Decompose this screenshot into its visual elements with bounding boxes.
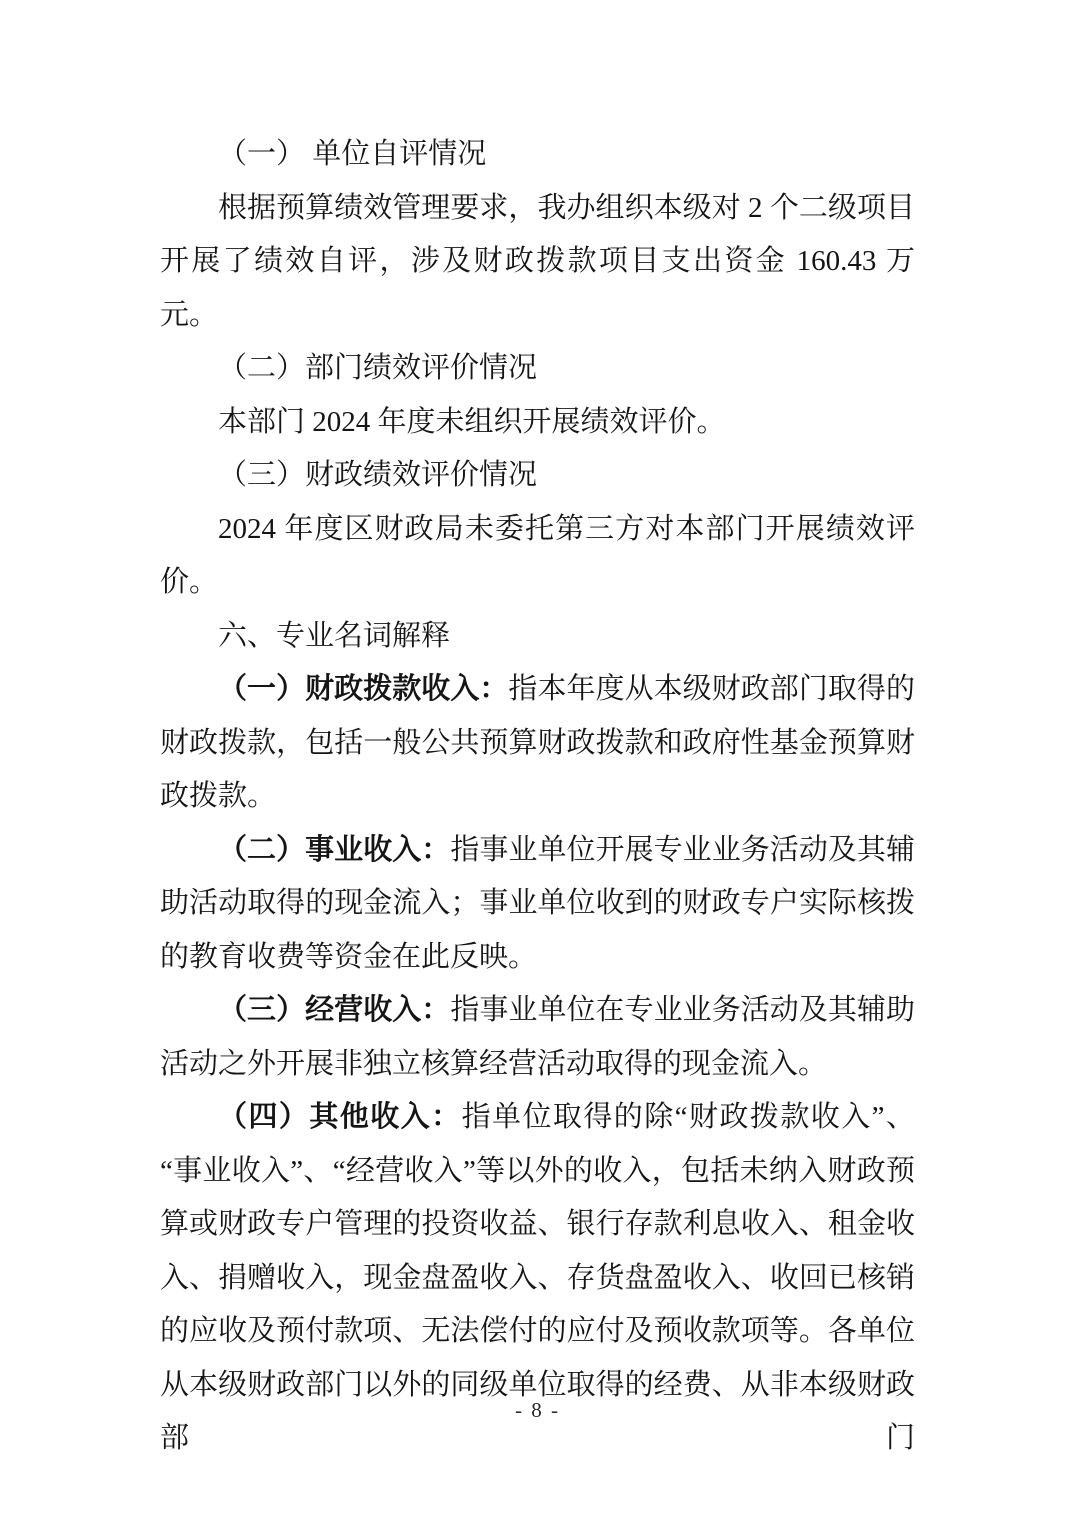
term-definition-operating-income: 指事业单位在专业业务活动及其辅助活动之外开展非独立核算经营活动取得的现金流入。: [160, 994, 915, 1080]
term-paragraph-fiscal-appropriation-income: [160, 663, 915, 824]
section-heading-fiscal-evaluation: （三）财政绩效评价情况: [218, 459, 538, 491]
chapter-heading-terminology: 六、专业名词解释: [218, 619, 451, 652]
term-lead-institutional-income: （二）事业收入：: [218, 833, 451, 866]
term-definition-institutional-income: 指事业单位开展专业业务活动及其辅助活动取得的现金流入；事业单位收到的财政专户实际核拨的教育收费等资金在此反映。: [160, 833, 915, 973]
paragraph-department-evaluation: 本部门 2024 年度未组织开展绩效评价。: [218, 405, 726, 438]
term-lead-operating-income: （三）经营收入：: [218, 994, 451, 1026]
section-heading-department-evaluation: （二）部门绩效评价情况: [218, 352, 538, 384]
term-lead-other-income: （四）其他收入：: [218, 1101, 462, 1133]
term-lead-fiscal-appropriation-income: （一）财政拨款收入：: [218, 673, 509, 705]
document-body: [160, 128, 915, 1466]
term-definition-other-income: 指单位取得的除“财政拨款收入”、“事业收入”、“经营收入”等以外的收入，包括未纳入财政预算或财政专户管理的投资收益、银行存款利息收入、租金收入、捐赠收入，现金盘盈收入、存货盘盈收入、收回已核销的应收及预付款项、无法偿付的应付及预收款项等。各单位从本级财政部门以外的同级单位取得的经费、从非本级财政部门: [160, 1101, 915, 1454]
term-paragraph-operating-income: [160, 984, 915, 1091]
page-footer: [0, 1398, 1075, 1423]
term-paragraph-institutional-income: [160, 824, 915, 985]
term-definition-fiscal-appropriation-income: 指本年度从本级财政部门取得的财政拨款，包括一般公共预算财政拨款和政府性基金预算财政拨款。: [160, 673, 915, 812]
paragraph-fiscal-evaluation: 2024 年度区财政局未委托第三方对本部门开展绩效评价。: [160, 512, 915, 598]
section-heading-unit-self-evaluation: （一） 单位自评情况: [218, 138, 487, 170]
paragraph-unit-self-evaluation: 根据预算绩效管理要求，我办组织本级对 2 个二级项目开展了绩效自评，涉及财政拨款项目支出资金 160.43 万元。: [160, 191, 915, 331]
page-number: - 8 -: [515, 1398, 560, 1422]
